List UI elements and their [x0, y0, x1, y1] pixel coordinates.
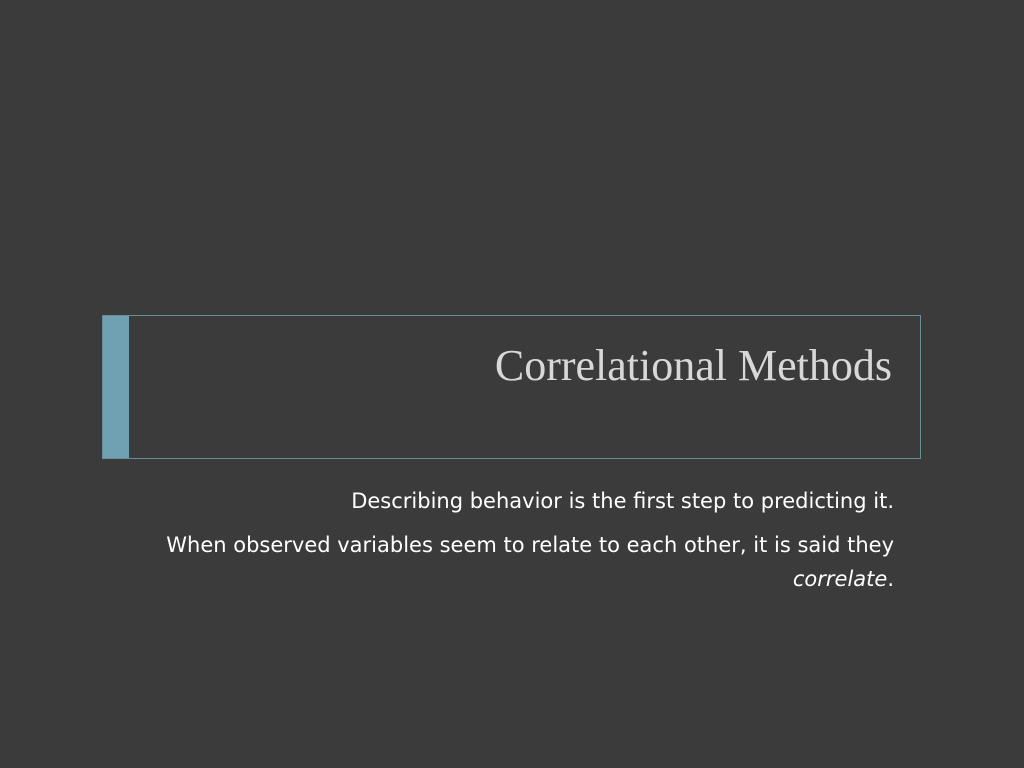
title-box — [102, 315, 921, 459]
subtitle-line-1: Describing behavior is the first step to predicting it. — [351, 489, 894, 513]
accent-bar — [103, 316, 129, 458]
subtitle-line-2-end: . — [887, 567, 894, 591]
slide-subtitle — [150, 484, 894, 606]
slide-title: Correlational Methods — [494, 341, 892, 390]
subtitle-line-2 — [150, 528, 894, 596]
subtitle-emphasis: correlate — [792, 567, 888, 591]
subtitle-line-2-text: When observed variables seem to relate to each other, it is said they — [166, 533, 894, 557]
